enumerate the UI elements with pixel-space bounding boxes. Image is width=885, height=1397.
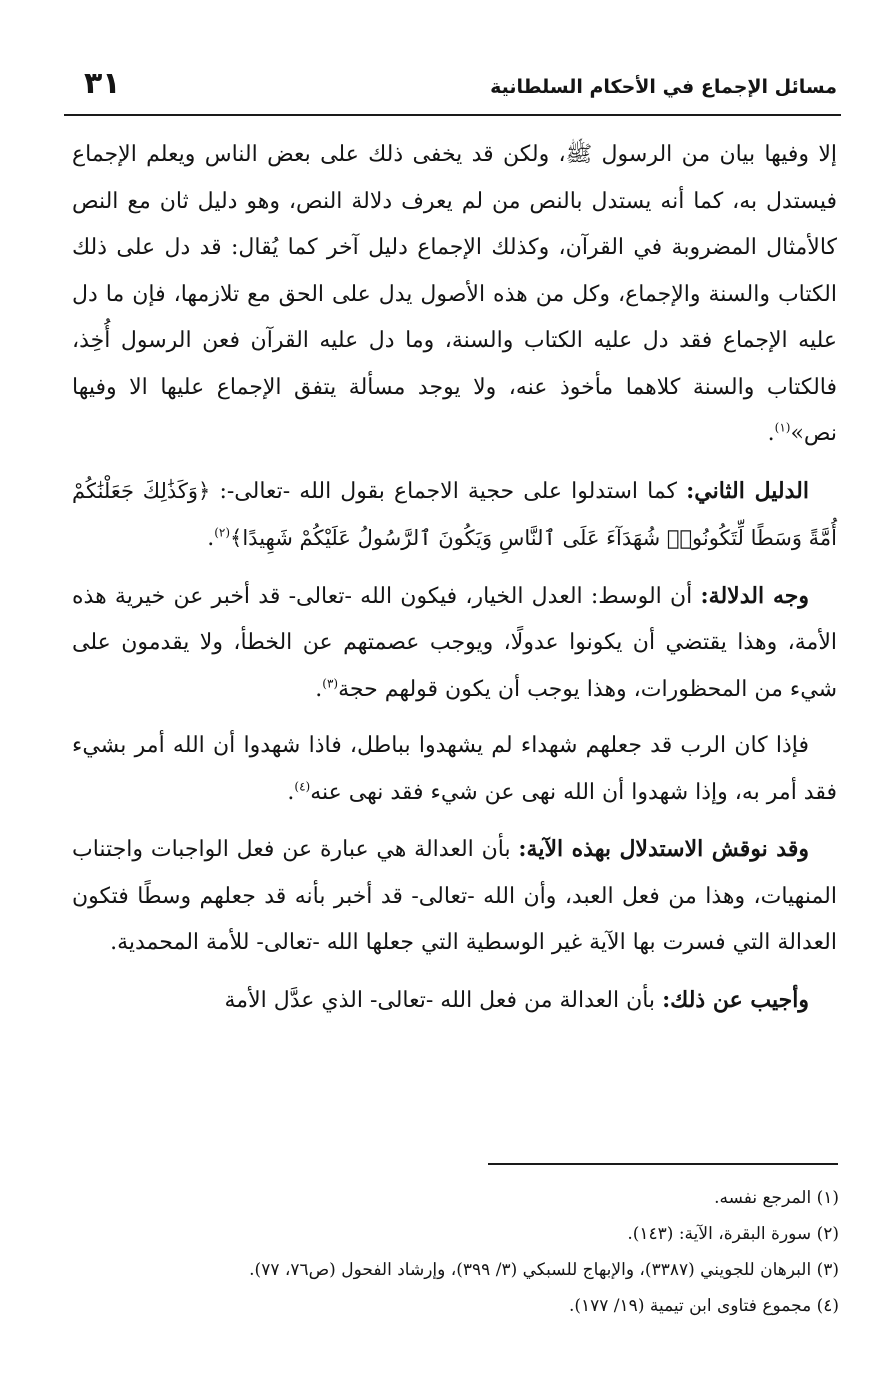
running-title: مسائل الإجماع في الأحكام السلطانية xyxy=(490,76,837,98)
paragraph-1: إلا وفيها بيان من الرسول ﷺ، ولكن قد يخفى ذلك على بعض الناس ويعلم الإجماع فيستدل به، كما أنه يستدل بالنص من لم يعرف دلالة النص، وهو دليل ثان مع النص كالأمثال المضروبة في القرآن، وكذلك الإجماع دليل آخر كما يُقال: قد دل على ذلك الكتاب والسنة والإجماع، وكل من هذه الأصول يدل على الحق مع تلازمها، فإن ما دل عليه الإجماع فقد دل عليه الكتاب والسنة، وما دل عليه القرآن فعن الرسول أُخِذ، فالكتاب والسنة كلاهما مأخوذ عنه، ولا يوجد مسألة يتفق الإجماع عليها الا وفيها نص»$^{(١)}$. xyxy=(72,142,837,446)
body-text xyxy=(72,132,837,1024)
paragraph-5-heading: وقد نوقش الاستدلال بهذه الآية: xyxy=(518,836,809,862)
paragraph-1-text: إلا وفيها بيان من الرسول ﷺ، ولكن قد يخفى ذلك على بعض الناس ويعلم الإجماع فيستدل به، كما أنه يستدل بالنص من لم يعرف دلالة النص، وهو دليل ثان مع النص كالأمثال المضروبة في القرآن، وكذلك الإجماع دليل آخر كما يُقال: قد دل على ذلك الكتاب والسنة والإجماع، وكل من هذه الأصول يدل على الحق مع تلازمها، فإن ما دل عليه الإجماع فقد دل عليه الكتاب والسنة، وما دل عليه القرآن فعن الرسول أُخِذ، فالكتاب والسنة كلاهما مأخوذ عنه، ولا يوجد مسألة يتفق الإجماع عليها الا وفيها نص» xyxy=(72,142,837,446)
paragraph-6-text: بأن العدالة من فعل الله -تعالى- الذي عدَّل الأمة xyxy=(224,987,663,1013)
paragraph-6-heading: وأجيب عن ذلك: xyxy=(662,986,809,1013)
footnote-ref-4: (٤) xyxy=(294,779,311,794)
footnote-ref-2: (٢) xyxy=(214,525,231,540)
paragraph-5-text: بأن العدالة هي عبارة عن فعل الواجبات واجتناب المنهيات، وهذا من فعل العبد، وأن الله -تعالى- قد أخبر بأنه قد جعلهم وسطًا فتكون العدالة التي فسرت بها الآية غير الوسطية التي جعلها الله -تعالى- للأمة المحمدية. xyxy=(72,837,837,955)
header-rule xyxy=(64,114,841,116)
footnote-ref-3: (٣) xyxy=(322,676,339,691)
paragraph-3-text: أن الوسط: العدل الخيار، فيكون الله -تعالى- قد أخبر عن خيرية هذه الأمة، وهذا يقتضي أن يكونوا عدولًا، ويوجب عصمتهم عن الخطأ، ولا يقدمون على شيء من المحظورات، وهذا يوجب أن يكون قولهم حجة xyxy=(72,583,837,702)
paragraph-2: الدليل الثاني: كما استدلوا على حجية الاجماع بقول الله -تعالى-: ﴿وَكَذَٰلِكَ جَعَلْنَٰكُمْ أُمَّةً وَسَطًا لِّتَكُونُوا۟ شُهَدَآءَ عَلَى ٱلنَّاسِ وَيَكُونَ ٱلرَّسُولُ عَلَيْكُمْ شَهِيدًا﴾$^{(٢)}$. xyxy=(72,477,837,551)
paragraph-2-text: كما استدلوا على حجية الاجماع بقول الله -تعالى-: xyxy=(219,478,687,504)
footnote-3: (٣) البرهان للجويني (٣٣٨٧)، والإبهاج للسبكي (٣/ ٣٩٩)، وإرشاد الفحول (ص٧٦، ٧٧). xyxy=(249,1260,839,1280)
page-number: ٣١ xyxy=(84,66,121,101)
paragraph-5 xyxy=(72,826,837,967)
footnote-rule xyxy=(488,1163,838,1165)
paragraph-3: وجه الدلالة: أن الوسط: العدل الخيار، فيكون الله -تعالى- قد أخبر عن خيرية هذه الأمة، وهذا يقتضي أن يكونوا عدولًا، ويوجب عصمتهم عن الخطأ، ولا يقدمون على شيء من المحظورات، وهذا يوجب أن يكون قولهم حجة$^{(٣)}$. xyxy=(72,582,837,702)
quran-verse: ﴿وَكَذَٰلِكَ جَعَلْنَٰكُمْ أُمَّةً وَسَطًا لِّتَكُونُوا۟ شُهَدَآءَ عَلَى ٱلنَّاسِ وَيَكُونَ ٱلرَّسُولُ عَلَيْكُمْ شَهِيدًا﴾ xyxy=(72,478,837,550)
paragraph-4: فإذا كان الرب قد جعلهم شهداء لم يشهدوا بباطل، فاذا شهدوا أن الله أمر بشيء فقد أمر به، وإذا شهدوا أن الله نهى عن شيء فقد نهى عنه$^{(٤)}$. xyxy=(72,733,837,805)
footnote-1: (١) المرجع نفسه. xyxy=(714,1188,839,1208)
paragraph-4-text: فإذا كان الرب قد جعلهم شهداء لم يشهدوا بباطل، فاذا شهدوا أن الله أمر بشيء فقد أمر به، وإذا شهدوا أن الله نهى عن شيء فقد نهى عنه xyxy=(72,733,837,805)
footnote-ref-1: (١) xyxy=(774,420,791,435)
paragraph-6 xyxy=(72,977,837,1025)
paragraph-2-heading: الدليل الثاني: xyxy=(686,477,809,504)
footnote-2: (٢) سورة البقرة، الآية: (١٤٣). xyxy=(627,1224,839,1244)
paragraph-3-heading: وجه الدلالة: xyxy=(700,582,809,609)
footnotes xyxy=(60,1180,839,1324)
footnote-4: (٤) مجموع فتاوى ابن تيمية (١٩/ ١٧٧). xyxy=(568,1296,839,1316)
